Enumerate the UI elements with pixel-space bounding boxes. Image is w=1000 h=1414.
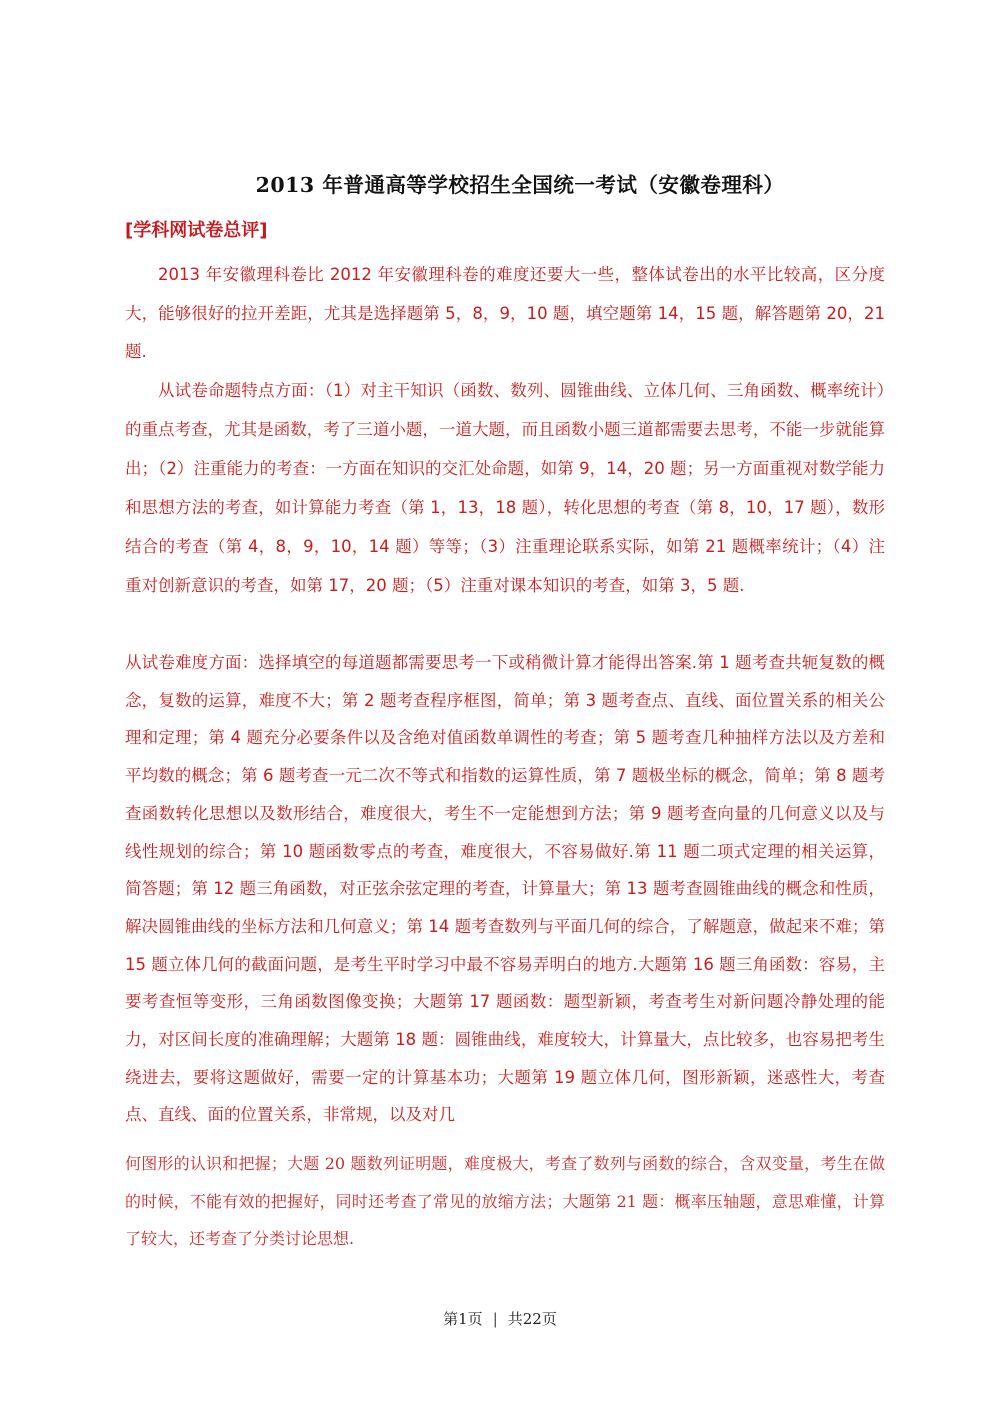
document-title: 2013 年普通高等学校招生全国统一考试（安徽卷理科） bbox=[255, 173, 785, 197]
page-footer bbox=[0, 1308, 1000, 1329]
page-number: 第1页 bbox=[443, 1310, 483, 1328]
summary-paragraph-3: 从试卷难度方面：选择填空的每道题都需要思考一下或稍微计算才能得出答案.第 1 题考查共轭复数的概念，复数的运算，难度不大；第 2 题考查程序框图，简单；第 3 题考查点、直线、面位置关系的相关公理和定理；第 4 题充分必要条件以及含绝对值函数单调性的考查；第 5 题考查几种抽样方法以及方差和平均数的概念；第 6 题考查一元二次不等式和指数的运算性质，第 7 题极坐标的概念，简单；第 8 题考查函数转化思想以及数形结合，难度很大，考生不一定能想到方法；第 9 题考查向量的几何意义以及与线性规划的综合；第 10 题函数零点的考查，难度很大，不容易做好.第 11 题二项式定理的相关运算，简答题；第 12 题三角函数，对正弦余弦定理的考查，计算量大；第 13 题考查圆锥曲线的概念和性质，解决圆锥曲线的坐标方法和几何意义；第 14 题考查数列与平面几何的综合，了解题意，做起来不难；第 15 题立体几何的截面问题，是考生平时学习中最不容易弄明白的地方.大题第 16 题三角函数：容易，主要考查恒等变形，三角函数图像变换；大题第 17 题函数：题型新颖，考查考生对新问题冷静处理的能力，对区间长度的准确理解；大题第 18 题：圆锥曲线，难度较大，计算量大，点比较多，也容易把考生绕进去，要将这题做好，需要一定的计算基本功；大题第 19 题立体几何，图形新颖，迷惑性大，考查点、直线、面的位置关系，非常规，以及对几 bbox=[125, 653, 885, 1125]
summary-paragraph-4: 何图形的认识和把握；大题 20 题数列证明题，难度极大，考查了数列与函数的综合，含双变量，考生在做的时候，不能有效的把握好，同时还考查了常见的放缩方法；大题第 21 题：概率压轴题，意思难懂，计算了较大，还考查了分类讨论思想. bbox=[125, 1154, 885, 1248]
section-heading: [学科网试卷总评] bbox=[125, 220, 268, 241]
summary-paragraph-2: 从试卷命题特点方面：（1）对主干知识（函数、数列、圆锥曲线、立体几何、三角函数、概率统计）的重点考查，尤其是函数，考了三道小题，一道大题，而且函数小题三道都需要去思考，不能一步就能算出；（2）注重能力的考查：一方面在知识的交汇处命题，如第 9，14，20 题；另一方面重视对数学能力和思想方法的考查，如计算能力考查（第 1，13，18 题），转化思想的考查（第 8，10，17 题），数形结合的考查（第 4，8，9，10，14 题）等等；（3）注重理论联系实际，如第 21 题概率统计；（4）注重对创新意识的考查，如第 17，20 题；（5）注重对课本知识的考查，如第 3，5 题. bbox=[125, 381, 885, 595]
page-total: 共22页 bbox=[507, 1310, 557, 1328]
summary-paragraph-1: 2013 年安徽理科卷比 2012 年安徽理科卷的难度还要大一些，整体试卷出的水平比较高，区分度大，能够很好的拉开差距，尤其是选择题第 5，8，9，10 题，填空题第 14，15 题，解答题第 20，21 题. bbox=[125, 265, 885, 361]
footer-separator: | bbox=[492, 1310, 498, 1328]
